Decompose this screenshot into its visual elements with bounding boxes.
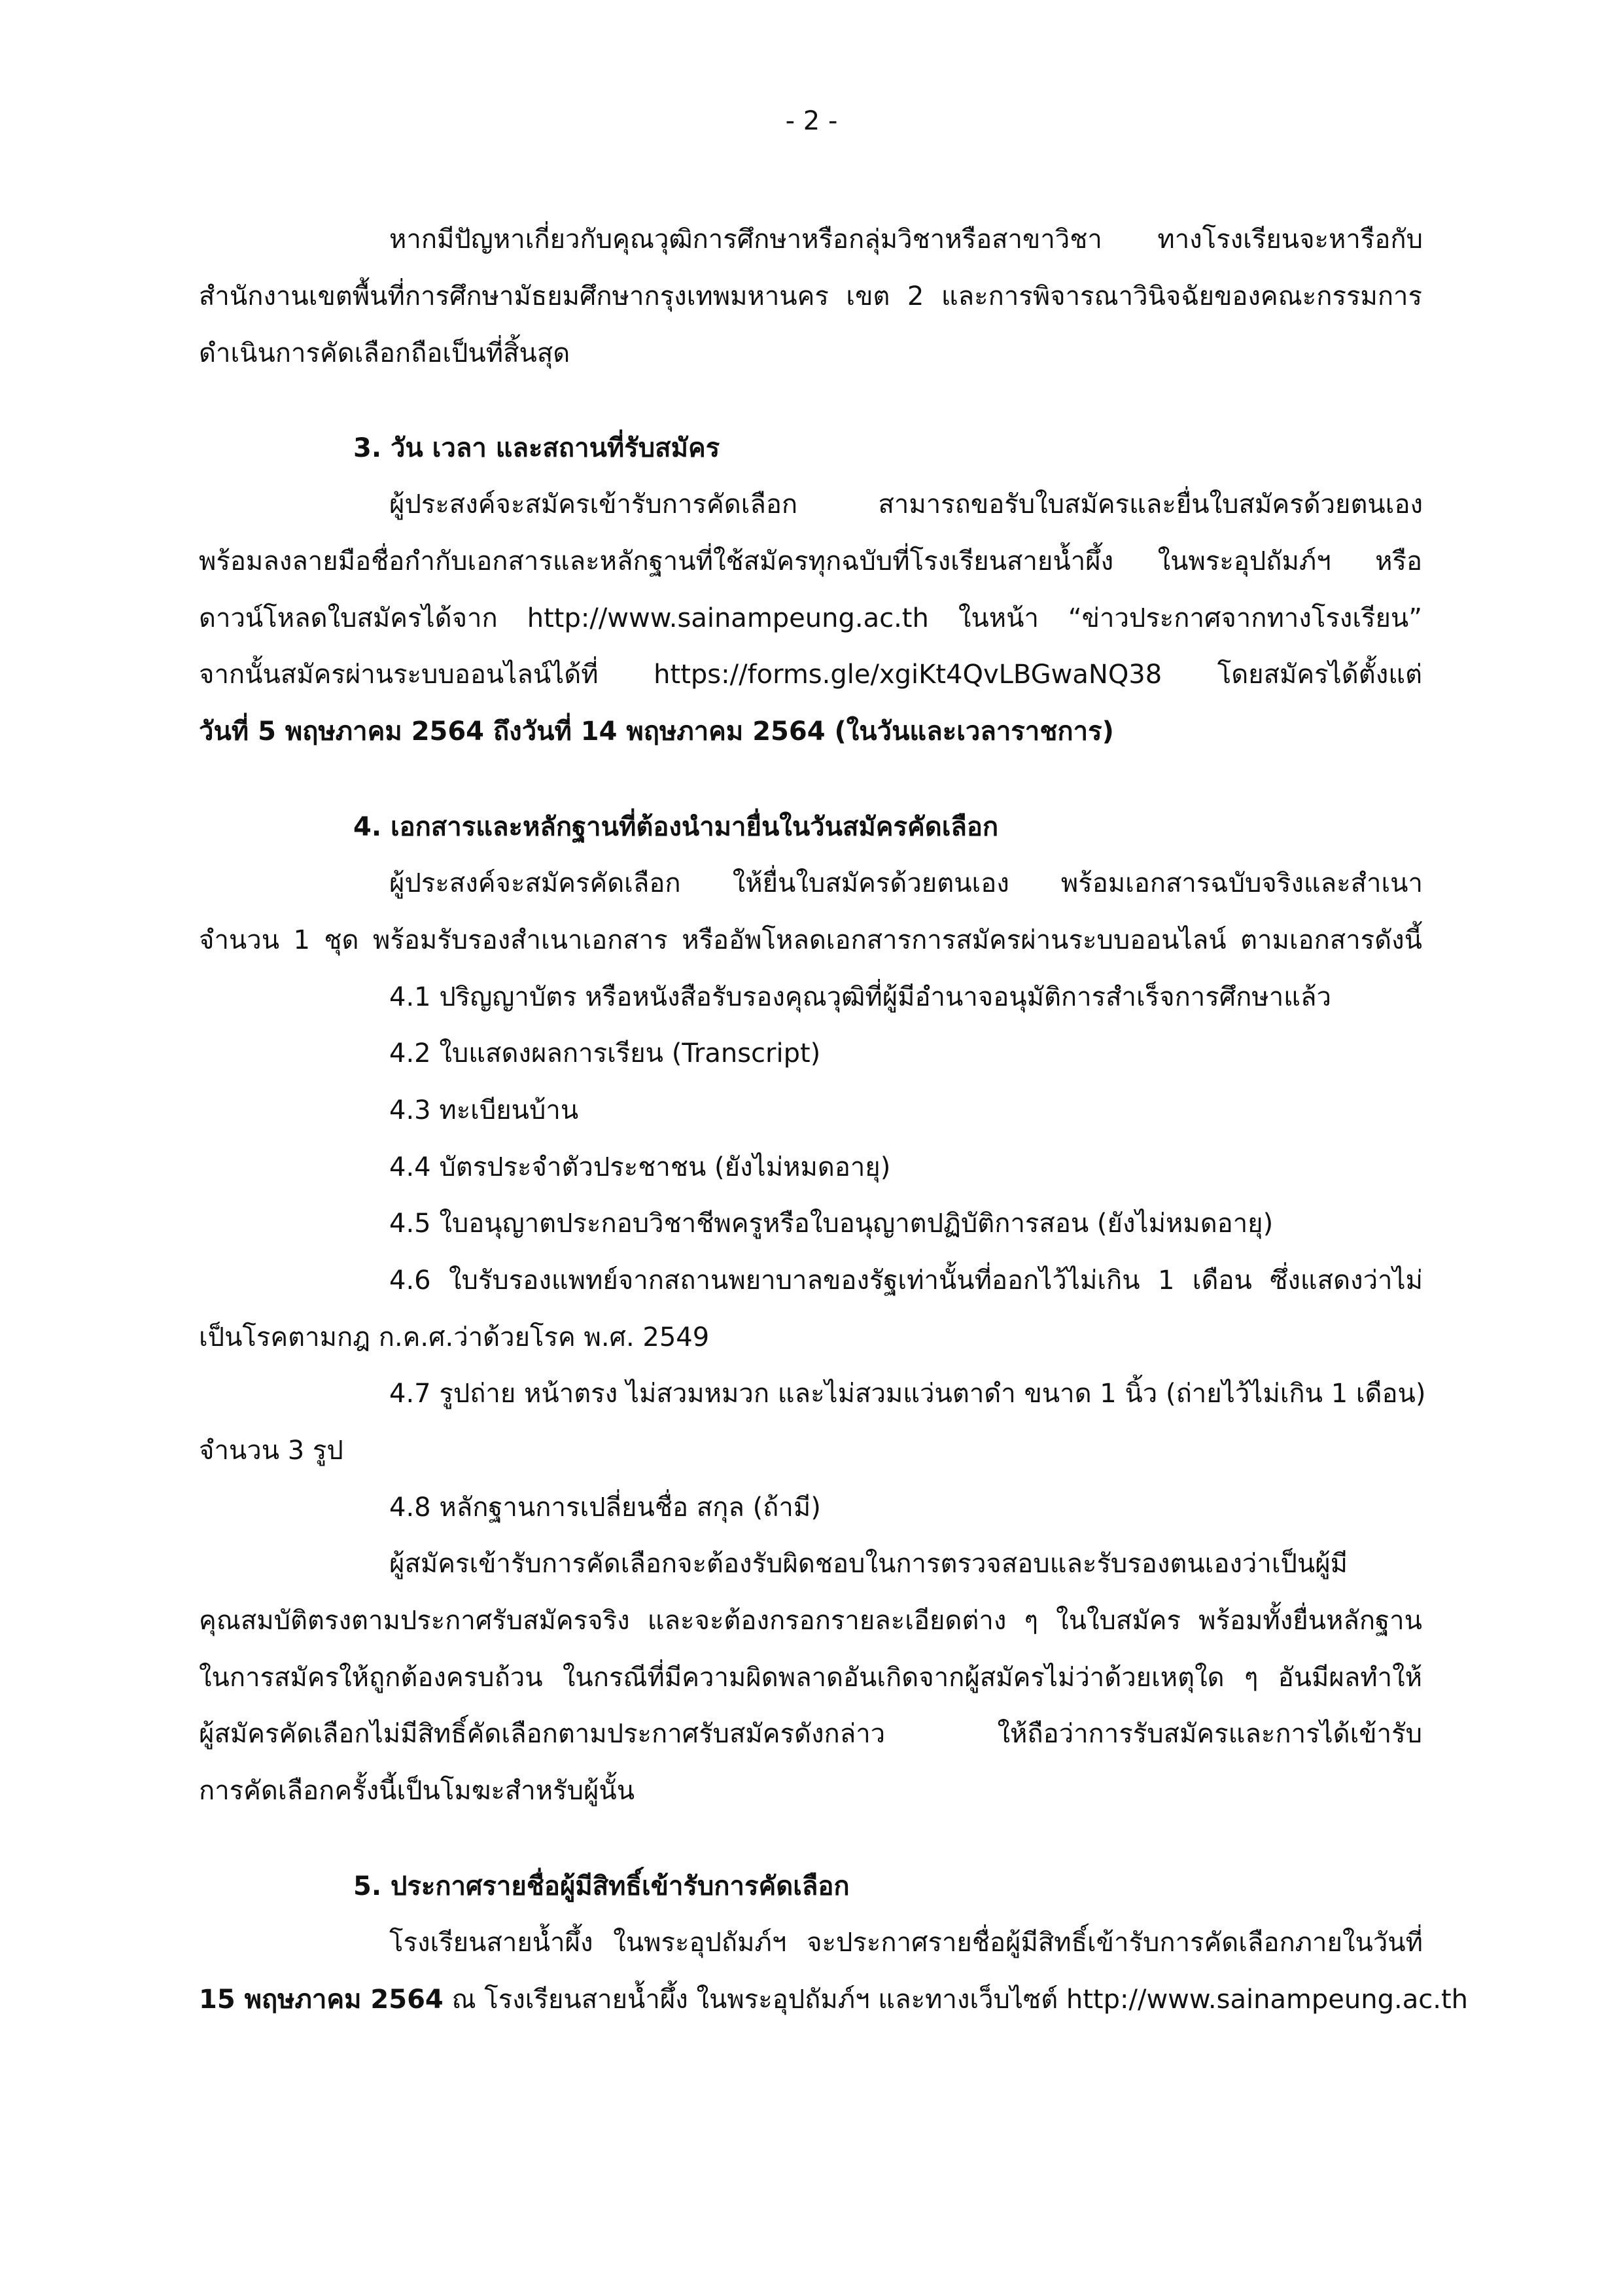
doc-item-4-8: 4.8 หลักฐานการเปลี่ยนชื่อ สกุล (ถ้ามี) <box>389 1492 821 1523</box>
intro-line-1: หากมีปัญหาเกี่ยวกับคุณวุฒิการศึกษาหรือกลุ่มวิชาหรือสาขาวิชา ทางโรงเรียนจะหารือกับ <box>389 224 1423 255</box>
section-4-para2-line-4: ผู้สมัครคัดเลือกไม่มีสิทธิ์คัดเลือกตามประกาศรับสมัครดังกล่าว ให้ถือว่าการรับสมัครและการได้เข้ารับ <box>199 1719 1422 1749</box>
section-3-line-2: พร้อมลงลายมือชื่อกำกับเอกสารและหลักฐานที่ใช้สมัครทุกฉบับที่โรงเรียนสายน้ำผึ้ง ในพระอุปถัมภ์ฯ หรือ <box>199 546 1422 576</box>
doc-item-4-7-cont: จำนวน 3 รูป <box>199 1436 343 1466</box>
section-4-heading: 4. เอกสารและหลักฐานที่ต้องนำมายื่นในวันสมัครคัดเลือก <box>353 812 999 842</box>
section-5-location: ณ โรงเรียนสายน้ำผึ้ง ในพระอุปถัมภ์ฯ และทางเว็บไซต์ http://www.sainampeung.ac.th <box>443 1985 1468 2015</box>
doc-item-4-5: 4.5 ใบอนุญาตประกอบวิชาชีพครูหรือใบอนุญาตปฏิบัติการสอน (ยังไม่หมดอายุ) <box>389 1209 1274 1239</box>
section-3-line-3: ดาวน์โหลดใบสมัครได้จาก http://www.sainampeung.ac.th ในหน้า “ข่าวประกาศจากทางโรงเรียน” <box>199 603 1422 633</box>
section-5-line-1: โรงเรียนสายน้ำผึ้ง ในพระอุปถัมภ์ฯ จะประกาศรายชื่อผู้มีสิทธิ์เข้ารับการคัดเลือกภายในวันที่ <box>389 1928 1423 1958</box>
section-3-line-1: ผู้ประสงค์จะสมัครเข้ารับการคัดเลือก สามารถขอรับใบสมัครและยื่นใบสมัครด้วยตนเอง <box>389 489 1423 520</box>
intro-line-3: ดำเนินการคัดเลือกถือเป็นที่สิ้นสุด <box>199 338 570 368</box>
doc-item-4-4: 4.4 บัตรประจำตัวประชาชน (ยังไม่หมดอายุ) <box>389 1152 891 1182</box>
doc-item-4-3: 4.3 ทะเบียนบ้าน <box>389 1095 579 1125</box>
doc-item-4-2: 4.2 ใบแสดงผลการเรียน (Transcript) <box>389 1038 821 1069</box>
section-5-line-2 <box>199 1981 1468 2018</box>
doc-item-4-7: 4.7 รูปถ่าย หน้าตรง ไม่สวมหมวก และไม่สวมแว่นตาดำ ขนาด 1 นิ้ว (ถ่ายไว้ไม่เกิน 1 เดือน) <box>389 1379 1426 1409</box>
intro-line-2: สำนักงานเขตพื้นที่การศึกษามัธยมศึกษากรุงเทพมหานคร เขต 2 และการพิจารณาวินิจฉัยของคณะกรรมการ <box>199 281 1422 311</box>
section-3-dates: วันที่ 5 พฤษภาคม 2564 ถึงวันที่ 14 พฤษภาคม 2564 (ในวันและเวลาราชการ) <box>199 716 1114 747</box>
doc-item-4-6: 4.6 ใบรับรองแพทย์จากสถานพยาบาลของรัฐเท่านั้นที่ออกไว้ไม่เกิน 1 เดือน ซึ่งแสดงว่าไม่ <box>389 1265 1423 1296</box>
section-4-para2-line-1: ผู้สมัครเข้ารับการคัดเลือกจะต้องรับผิดชอบในการตรวจสอบและรับรองตนเองว่าเป็นผู้มี <box>389 1549 1348 1579</box>
section-3-heading: 3. วัน เวลา และสถานที่รับสมัคร <box>353 433 720 463</box>
section-5-date: 15 พฤษภาคม 2564 <box>199 1985 444 2015</box>
section-4-para2-line-3: ในการสมัครให้ถูกต้องครบถ้วน ในกรณีที่มีความผิดพลาดอันเกิดจากผู้สมัครไม่ว่าด้วยเหตุใด ๆ อันมีผลทำให้ <box>199 1663 1422 1693</box>
page-number: - 2 - <box>785 106 838 136</box>
section-4-para2-line-5: การคัดเลือกครั้งนี้เป็นโมฆะสำหรับผู้นั้น <box>199 1776 635 1806</box>
section-4-line-2: จำนวน 1 ชุด พร้อมรับรองสำเนาเอกสาร หรืออัพโหลดเอกสารการสมัครผ่านระบบออนไลน์ ตามเอกสารดังนี้ <box>199 925 1422 955</box>
section-3-line-4: จากนั้นสมัครผ่านระบบออนไลน์ได้ที่ https://forms.gle/xgiKt4QvLBGwaNQ38 โดยสมัครได้ตั้งแต่ <box>199 660 1422 690</box>
doc-item-4-6-cont: เป็นโรคตามกฎ ก.ค.ศ.ว่าด้วยโรค พ.ศ. 2549 <box>199 1322 710 1352</box>
section-5-heading: 5. ประกาศรายชื่อผู้มีสิทธิ์เข้ารับการคัดเลือก <box>353 1871 850 1901</box>
doc-item-4-1: 4.1 ปริญญาบัตร หรือหนังสือรับรองคุณวุฒิที่ผู้มีอำนาจอนุมัติการสำเร็จการศึกษาแล้ว <box>389 982 1331 1012</box>
section-4-para2-line-2: คุณสมบัติตรงตามประกาศรับสมัครจริง และจะต้องกรอกรายละเอียดต่าง ๆ ในใบสมัคร พร้อมทั้งยื่นหลักฐาน <box>199 1606 1422 1636</box>
section-4-line-1: ผู้ประสงค์จะสมัครคัดเลือก ให้ยื่นใบสมัครด้วยตนเอง พร้อมเอกสารฉบับจริงและสำเนา <box>389 868 1423 898</box>
